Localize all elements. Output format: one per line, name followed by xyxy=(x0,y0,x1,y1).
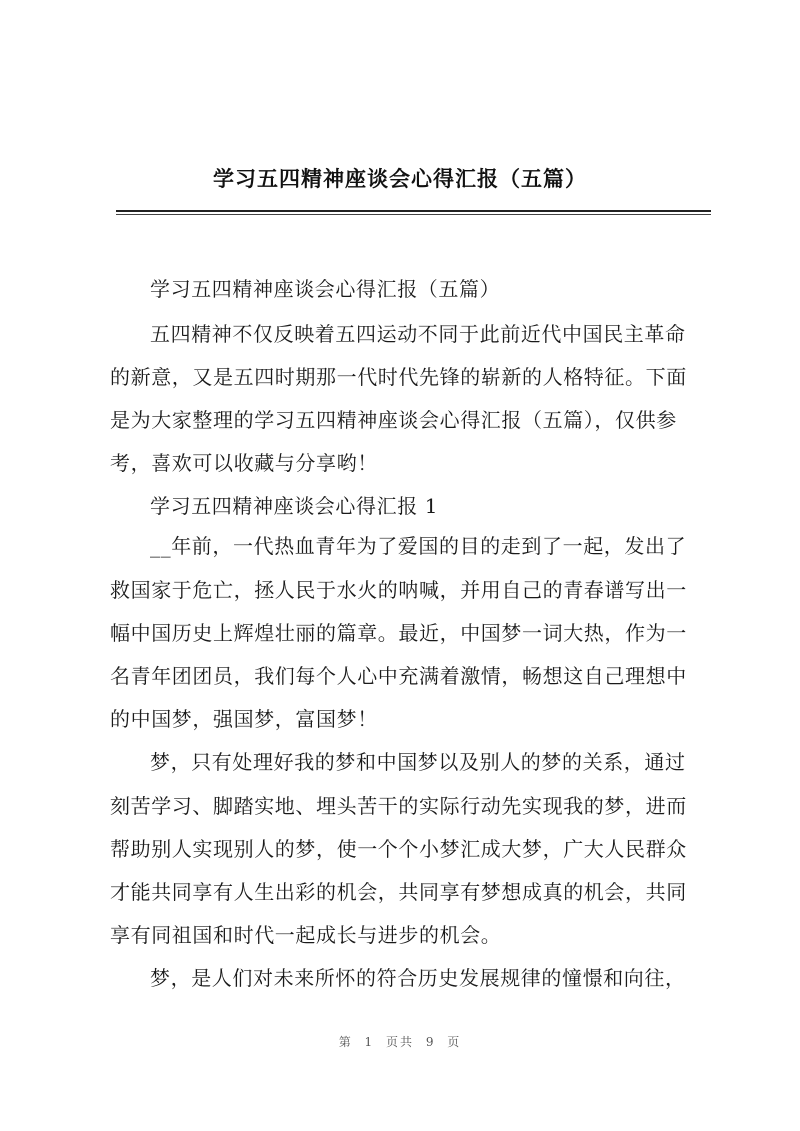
text-line: 考，喜欢可以收藏与分享哟！ xyxy=(110,451,378,475)
text-line: 梦，只有处理好我的梦和中国梦以及别人的梦的关系，通过 xyxy=(150,750,686,774)
text-line: 名青年团团员，我们每个人心中充满着激情，畅想这自己理想中 xyxy=(110,664,687,688)
title-rule-thick xyxy=(116,210,711,212)
title-rule-thin xyxy=(116,214,711,215)
text-line: 学习五四精神座谈会心得汇报（五篇） xyxy=(150,277,501,301)
text-line: 的新意，又是五四时期那一代时代先锋的崭新的人格特征。下面 xyxy=(110,365,687,389)
text-line: 享有同祖国和时代一起成长与进步的机会。 xyxy=(110,923,502,947)
document-title: 学习五四精神座谈会心得汇报（五篇） xyxy=(213,167,587,191)
text-line: __年前，一代热血青年为了爱国的目的走到了一起，发出了 xyxy=(150,534,687,558)
text-line: 才能共同享有人生出彩的机会，共同享有梦想成真的机会，共同 xyxy=(110,880,687,904)
text-line: 幅中国历史上辉煌壮丽的篇章。最近，中国梦一词大热，作为一 xyxy=(110,621,687,645)
text-line: 救国家于危亡，拯人民于水火的呐喊，并用自己的青春谱写出一 xyxy=(110,578,687,602)
text-line: 是为大家整理的学习五四精神座谈会心得汇报（五篇），仅供参 xyxy=(110,408,677,432)
page-number-footer: 第 1 页共 9 页 xyxy=(338,1035,462,1049)
text-line: 五四精神不仅反映着五四运动不同于此前近代中国民主革命 xyxy=(150,322,686,346)
text-line: 学习五四精神座谈会心得汇报 1 xyxy=(150,494,439,518)
text-line: 梦，是人们对未来所怀的符合历史发展规律的憧憬和向往， xyxy=(150,966,686,990)
text-line: 刻苦学习、脚踏实地、埋头苦干的实际行动先实现我的梦，进而 xyxy=(110,794,687,818)
text-line: 的中国梦，强国梦，富国梦！ xyxy=(110,707,378,731)
text-line: 帮助别人实现别人的梦，使一个个小梦汇成大梦，广大人民群众 xyxy=(110,837,687,861)
